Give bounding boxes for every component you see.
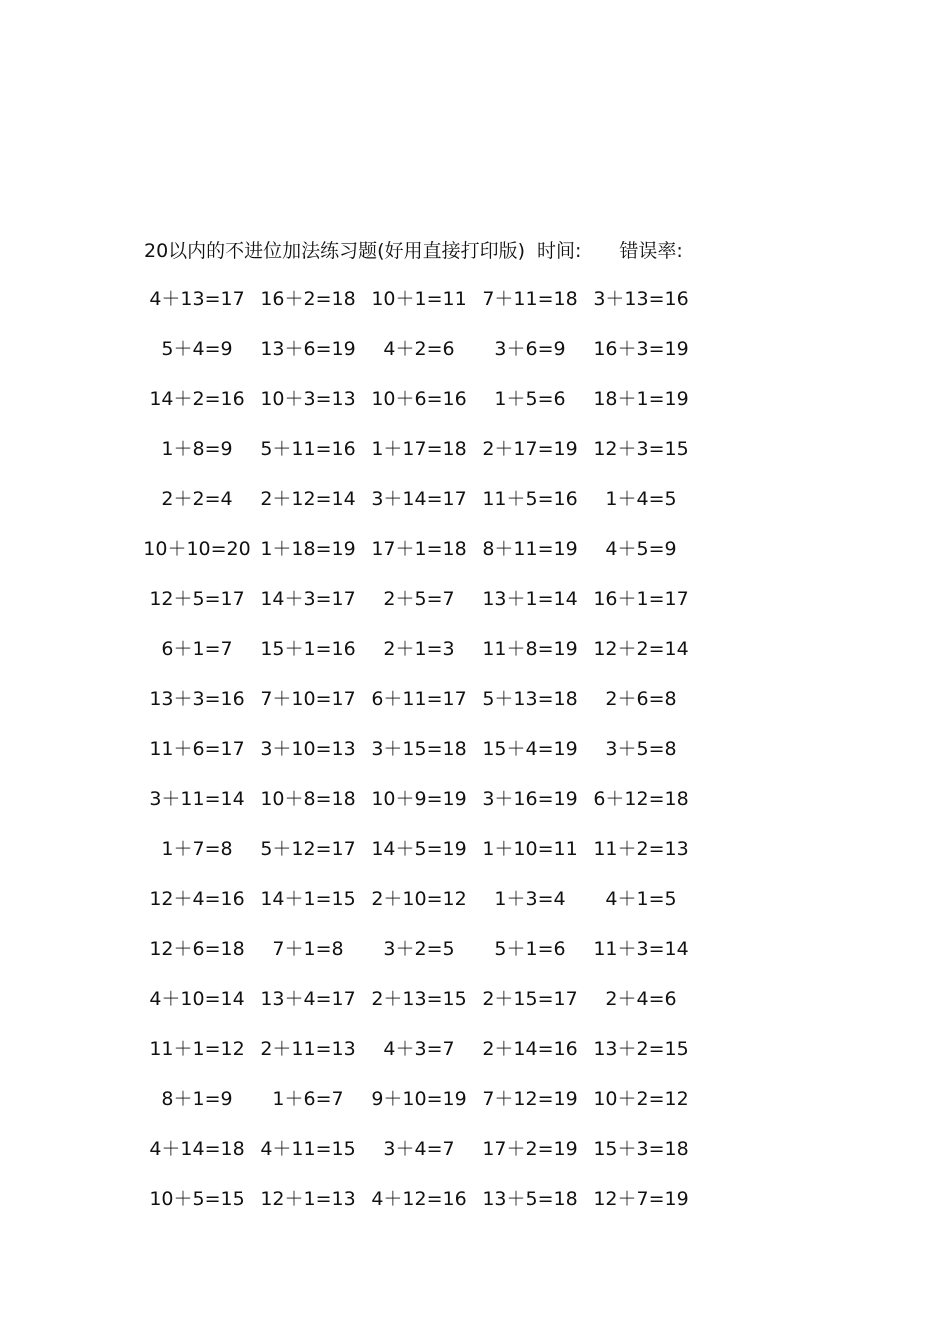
problem-row	[0, 384, 950, 414]
equation: 10＋3=13	[260, 388, 356, 410]
equation: 3＋5=8	[605, 738, 677, 760]
equation: 5＋13=18	[482, 688, 578, 710]
equation: 14＋1=15	[260, 888, 356, 910]
equation: 6＋11=17	[371, 688, 467, 710]
equation: 2＋10=12	[371, 888, 467, 910]
equation: 3＋16=19	[482, 788, 578, 810]
equation: 8＋1=9	[161, 1088, 233, 1110]
error-rate-label: 错误率:	[619, 240, 683, 262]
equation: 15＋3=18	[593, 1138, 689, 1160]
equation: 1＋18=19	[260, 538, 356, 560]
title-line	[144, 236, 683, 266]
problem-row	[0, 684, 950, 714]
equation: 13＋5=18	[482, 1188, 578, 1210]
problem-row	[0, 534, 950, 564]
equation: 1＋4=5	[605, 488, 677, 510]
equation: 8＋11=19	[482, 538, 578, 560]
equation: 13＋1=14	[482, 588, 578, 610]
equation: 2＋15=17	[482, 988, 578, 1010]
equation: 2＋4=6	[605, 988, 677, 1010]
equation: 5＋12=17	[260, 838, 356, 860]
equation: 14＋2=16	[149, 388, 245, 410]
equation: 15＋4=19	[482, 738, 578, 760]
equation: 10＋2=12	[593, 1088, 689, 1110]
equation: 12＋1=13	[260, 1188, 356, 1210]
equation: 11＋1=12	[149, 1038, 245, 1060]
problem-row	[0, 784, 950, 814]
equation: 5＋4=9	[161, 338, 233, 360]
equation: 10＋10=20	[143, 538, 251, 560]
equation: 4＋3=7	[383, 1038, 455, 1060]
equation: 1＋7=8	[161, 838, 233, 860]
equation: 1＋8=9	[161, 438, 233, 460]
equation: 13＋4=17	[260, 988, 356, 1010]
equation: 7＋1=8	[272, 938, 344, 960]
equation: 1＋17=18	[371, 438, 467, 460]
equation: 3＋15=18	[371, 738, 467, 760]
equation: 4＋10=14	[149, 988, 245, 1010]
problem-row	[0, 984, 950, 1014]
equation: 7＋12=19	[482, 1088, 578, 1110]
equation: 6＋1=7	[161, 638, 233, 660]
equation: 9＋10=19	[371, 1088, 467, 1110]
problem-row	[0, 1134, 950, 1164]
equation: 5＋1=6	[494, 938, 566, 960]
equation: 4＋11=15	[260, 1138, 356, 1160]
equation: 11＋5=16	[482, 488, 578, 510]
equation: 17＋1=18	[371, 538, 467, 560]
problem-row	[0, 934, 950, 964]
equation: 10＋9=19	[371, 788, 467, 810]
problem-row	[0, 434, 950, 464]
equation: 3＋4=7	[383, 1138, 455, 1160]
equation: 13＋6=19	[260, 338, 356, 360]
equation: 2＋6=8	[605, 688, 677, 710]
equation: 4＋1=5	[605, 888, 677, 910]
equation: 16＋2=18	[260, 288, 356, 310]
problem-row	[0, 584, 950, 614]
equation: 15＋1=16	[260, 638, 356, 660]
equation: 12＋2=14	[593, 638, 689, 660]
equation: 2＋14=16	[482, 1038, 578, 1060]
equation: 4＋2=6	[383, 338, 455, 360]
equation: 2＋2=4	[161, 488, 233, 510]
equation: 4＋12=16	[371, 1188, 467, 1210]
equation: 14＋3=17	[260, 588, 356, 610]
equation: 6＋12=18	[593, 788, 689, 810]
equation: 2＋17=19	[482, 438, 578, 460]
equation: 2＋5=7	[383, 588, 455, 610]
equation: 1＋3=4	[494, 888, 566, 910]
equation: 3＋2=5	[383, 938, 455, 960]
equation: 17＋2=19	[482, 1138, 578, 1160]
equation: 12＋4=16	[149, 888, 245, 910]
equation: 10＋8=18	[260, 788, 356, 810]
equation: 2＋1=3	[383, 638, 455, 660]
problem-row	[0, 734, 950, 764]
time-label: 时间:	[537, 240, 582, 262]
equation: 18＋1=19	[593, 388, 689, 410]
equation: 4＋14=18	[149, 1138, 245, 1160]
equation: 2＋13=15	[371, 988, 467, 1010]
equation: 14＋5=19	[371, 838, 467, 860]
equation: 5＋11=16	[260, 438, 356, 460]
equation: 10＋6=16	[371, 388, 467, 410]
equation: 3＋6=9	[494, 338, 566, 360]
equation: 13＋2=15	[593, 1038, 689, 1060]
equation: 16＋3=19	[593, 338, 689, 360]
equation: 12＋5=17	[149, 588, 245, 610]
equation: 3＋11=14	[149, 788, 245, 810]
problem-row	[0, 1184, 950, 1214]
equation: 11＋3=14	[593, 938, 689, 960]
equation: 3＋14=17	[371, 488, 467, 510]
equation: 4＋13=17	[149, 288, 245, 310]
problem-row	[0, 834, 950, 864]
worksheet-title: 20以内的不进位加法练习题(好用直接打印版)	[144, 240, 526, 262]
equation: 7＋11=18	[482, 288, 578, 310]
equation: 10＋5=15	[149, 1188, 245, 1210]
equation: 4＋5=9	[605, 538, 677, 560]
equation: 1＋5=6	[494, 388, 566, 410]
problem-row	[0, 884, 950, 914]
problem-row	[0, 284, 950, 314]
equation: 3＋13=16	[593, 288, 689, 310]
problem-row	[0, 484, 950, 514]
equation: 10＋1=11	[371, 288, 467, 310]
problem-row	[0, 1084, 950, 1114]
equation: 11＋2=13	[593, 838, 689, 860]
equation: 12＋3=15	[593, 438, 689, 460]
equation: 1＋6=7	[272, 1088, 344, 1110]
equation: 12＋6=18	[149, 938, 245, 960]
problem-row	[0, 634, 950, 664]
equation: 3＋10=13	[260, 738, 356, 760]
equation: 7＋10=17	[260, 688, 356, 710]
problem-row	[0, 1034, 950, 1064]
equation: 1＋10=11	[482, 838, 578, 860]
equation: 2＋12=14	[260, 488, 356, 510]
equation: 16＋1=17	[593, 588, 689, 610]
equation: 2＋11=13	[260, 1038, 356, 1060]
equation: 12＋7=19	[593, 1188, 689, 1210]
problem-row	[0, 334, 950, 364]
equation: 13＋3=16	[149, 688, 245, 710]
equation: 11＋8=19	[482, 638, 578, 660]
equation: 11＋6=17	[149, 738, 245, 760]
